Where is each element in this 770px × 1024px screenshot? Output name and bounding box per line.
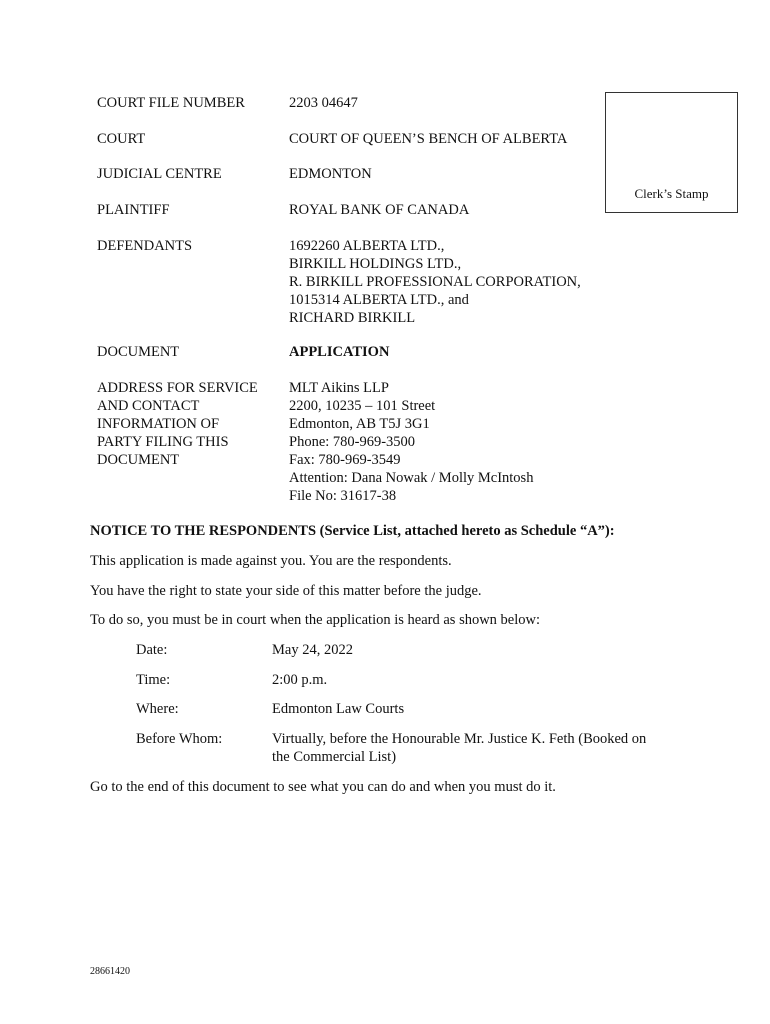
before-whom-label: Before Whom: xyxy=(136,731,223,747)
address-label-line: PARTY FILING THIS xyxy=(97,434,229,450)
judicial-centre-value: EDMONTON xyxy=(289,166,372,182)
address-line: Phone: 780-969-3500 xyxy=(289,434,416,450)
address-line: Attention: Dana Nowak / Molly McIntosh xyxy=(289,470,534,486)
before-whom-line: Virtually, before the Honourable Mr. Justice K. Feth (Booked on xyxy=(272,731,647,747)
defendant: BIRKILL HOLDINGS LTD., xyxy=(289,256,462,272)
address-line: MLT Aikins LLP xyxy=(289,380,389,396)
defendant: 1015314 ALBERTA LTD., and xyxy=(289,292,469,308)
address-line: Edmonton, AB T5J 3G1 xyxy=(289,416,430,432)
address-line: File No: 31617-38 xyxy=(289,488,397,504)
address-value xyxy=(289,379,533,505)
address-line: Fax: 780-969-3549 xyxy=(289,452,401,468)
notice-heading: NOTICE TO THE RESPONDENTS (Service List, attached hereto as Schedule “A”): xyxy=(90,523,615,539)
notice-paragraph: This application is made against you. You are the respondents. xyxy=(90,553,452,569)
document-type: APPLICATION xyxy=(289,344,390,360)
where-label: Where: xyxy=(136,701,179,717)
defendants-label: DEFENDANTS xyxy=(97,238,193,254)
defendant: 1692260 ALBERTA LTD., xyxy=(289,238,445,254)
notice-paragraph: To do so, you must be in court when the application is heard as shown below: xyxy=(90,612,541,628)
plaintiff-value: ROYAL BANK OF CANADA xyxy=(289,202,470,218)
address-label-line: ADDRESS FOR SERVICE xyxy=(97,380,258,396)
court-value: COURT OF QUEEN’S BENCH OF ALBERTA xyxy=(289,131,568,147)
before-whom-value xyxy=(272,730,646,766)
time-value: 2:00 p.m. xyxy=(272,672,328,688)
plaintiff-label: PLAINTIFF xyxy=(97,202,170,218)
court-file-number-label: COURT FILE NUMBER xyxy=(97,95,245,111)
notice-paragraph: Go to the end of this document to see what you can do and when you must do it. xyxy=(90,779,556,795)
defendants-list xyxy=(289,237,581,327)
before-whom-line: the Commercial List) xyxy=(272,749,397,765)
clerks-stamp-label: Clerk’s Stamp xyxy=(634,186,709,201)
date-label: Date: xyxy=(136,642,168,658)
court-file-number-value: 2203 04647 xyxy=(289,95,358,111)
where-value: Edmonton Law Courts xyxy=(272,701,405,717)
address-label-line: DOCUMENT xyxy=(97,452,180,468)
address-label-line: INFORMATION OF xyxy=(97,416,220,432)
defendant: RICHARD BIRKILL xyxy=(289,310,416,326)
document-label: DOCUMENT xyxy=(97,344,180,360)
court-label: COURT xyxy=(97,131,146,147)
address-label xyxy=(97,379,258,469)
address-line: 2200, 10235 – 101 Street xyxy=(289,398,436,414)
judicial-centre-label: JUDICIAL CENTRE xyxy=(97,166,222,182)
defendant: R. BIRKILL PROFESSIONAL CORPORATION, xyxy=(289,274,581,290)
address-label-line: AND CONTACT xyxy=(97,398,200,414)
notice-paragraph: You have the right to state your side of this matter before the judge. xyxy=(90,583,482,599)
time-label: Time: xyxy=(136,672,171,688)
date-value: May 24, 2022 xyxy=(272,642,353,658)
clerks-stamp-box xyxy=(605,92,738,213)
document-number: 28661420 xyxy=(90,966,130,977)
